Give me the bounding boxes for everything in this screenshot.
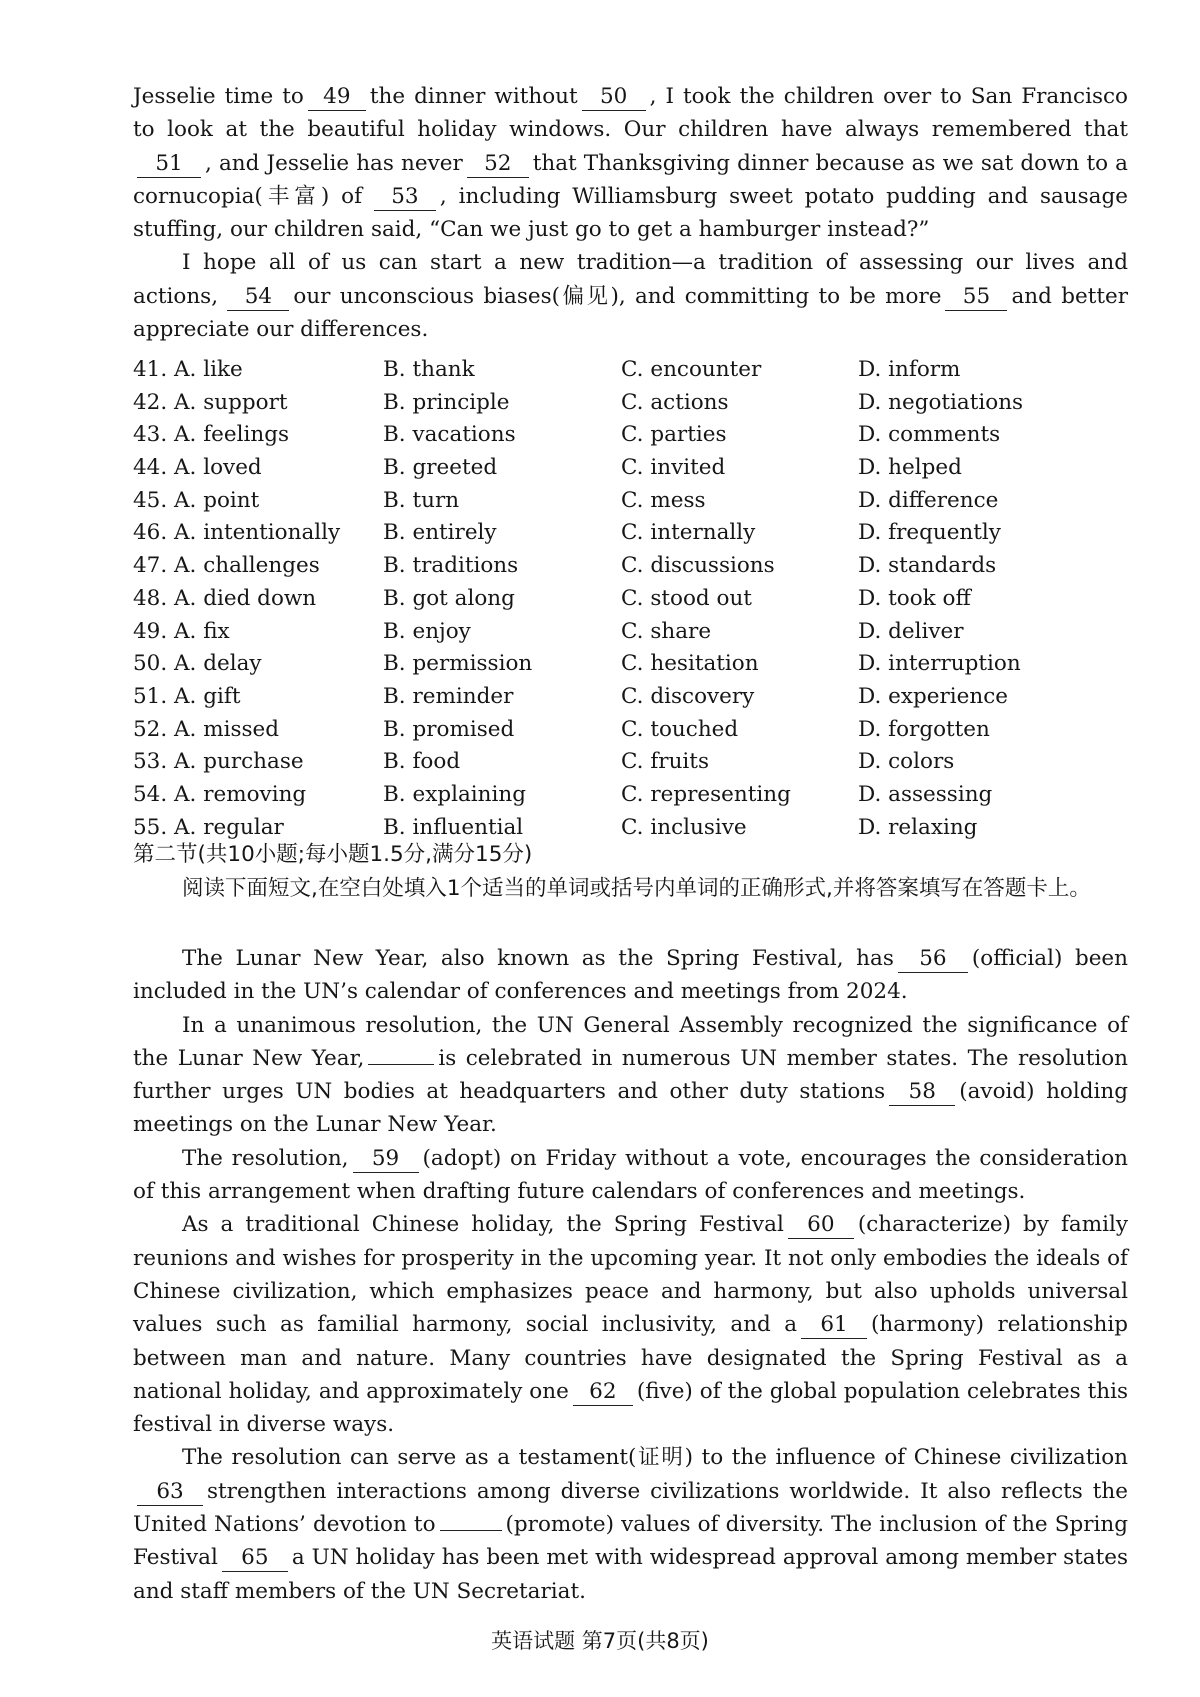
option-b: B. vacations [383, 422, 516, 448]
blank-57 [368, 1064, 434, 1065]
passage-text: our unconscious biases(偏见), and committing to be more [293, 283, 942, 309]
option-c: C. encounter [621, 357, 762, 382]
option-d: D. colors [858, 749, 955, 775]
option-b: B. explaining [383, 781, 526, 807]
option-c: C. representing [621, 781, 791, 807]
passage-text: that Thanksgiving dinner because as we sat down to a cornucopia(丰富) of [133, 150, 1129, 209]
option-a: 51. A. gift [133, 683, 241, 709]
option-b: B. promised [383, 716, 515, 742]
page-footer: 英语试题 第7页(共8页) [491, 1629, 709, 1653]
option-c: C. discussions [621, 553, 775, 579]
option-b: B. entirely [383, 520, 497, 546]
passage-text: The resolution, [182, 1145, 349, 1171]
option-a: 49. A. fix [133, 618, 230, 644]
option-a: 45. A. point [133, 487, 260, 513]
passage-paragraph-2 [133, 246, 1128, 346]
option-d: D. negotiations [858, 389, 1024, 415]
option-d: D. assessing [858, 781, 993, 807]
option-d: D. relaxing [858, 814, 978, 840]
option-d: D. forgotten [858, 716, 990, 742]
option-row-44 [133, 455, 1128, 488]
option-d: D. standards [858, 553, 997, 579]
option-b: B. reminder [383, 683, 514, 709]
option-c: C. discovery [621, 683, 755, 709]
option-a: 52. A. missed [133, 716, 280, 742]
option-d: D. deliver [858, 618, 964, 644]
option-row-47 [133, 553, 1128, 586]
passage2-paragraph-3 [133, 1142, 1128, 1209]
option-row-52 [133, 717, 1128, 750]
option-a: 46. A. intentionally [133, 520, 341, 546]
option-row-46 [133, 520, 1128, 553]
option-b: B. food [383, 749, 461, 775]
option-c: C. inclusive [621, 814, 747, 840]
passage-text: (adopt) on Friday without a vote, encourages the consideration of this arrangement when drafting future calendars of conferences and meetings. [133, 1145, 1128, 1205]
option-c: C. parties [621, 422, 727, 448]
passage-text: The resolution can serve as a testament(证明) to the influence of Chinese civilization [182, 1445, 1128, 1471]
passage-text: strengthen interactions among diverse civilizations worldwide. It also reflects the United Nations’ devotion to [133, 1478, 1128, 1538]
blank-64 [440, 1530, 502, 1531]
option-b: B. influential [383, 814, 524, 840]
option-row-54 [133, 782, 1128, 815]
passage-text: , I took the children over to San Francisco to look at the beautiful holiday windows. Our children have always remembered that [133, 84, 1128, 143]
blank-49: 49 [308, 84, 366, 111]
passage-top [133, 80, 1128, 346]
option-row-41 [133, 357, 1128, 390]
passage-text: As a traditional Chinese holiday, the Spring Festival [182, 1212, 784, 1238]
passage-text: the dinner without [369, 84, 578, 109]
passage-text: , and Jesselie has never [205, 150, 463, 176]
option-d: D. inform [858, 357, 961, 382]
option-c: C. mess [621, 487, 706, 513]
option-a: 55. A. regular [133, 814, 284, 840]
option-a: 53. A. purchase [133, 749, 304, 775]
option-b: B. enjoy [383, 618, 471, 644]
option-b: B. traditions [383, 553, 519, 579]
option-row-49 [133, 619, 1128, 652]
option-b: B. got along [383, 585, 515, 611]
passage2-paragraph-5 [133, 1441, 1128, 1607]
section-heading: 第二节(共10小题;每小题1.5分,满分15分) [133, 842, 533, 867]
option-d: D. difference [858, 487, 999, 513]
passage-text: I hope all of us can start a new tradition—a tradition of assessing our lives and actions, [133, 250, 1128, 309]
passage-text: In a unanimous resolution, the UN General Assembly recognized the significance of the Lunar New Year, [133, 1012, 1128, 1071]
section-instruction: 阅读下面短文,在空白处填入1个适当的单词或括号内单词的正确形式,并将答案填写在答题卡上。 [182, 876, 1091, 901]
option-a: 44. A. loved [133, 455, 262, 481]
option-c: C. touched [621, 716, 739, 742]
option-d: D. experience [858, 683, 1008, 709]
option-a: 42. A. support [133, 389, 288, 415]
option-row-45 [133, 488, 1128, 521]
passage-paragraph-1 [133, 80, 1128, 246]
blank-58: 58 [889, 1079, 955, 1106]
option-c: C. invited [621, 455, 726, 481]
blank-61: 61 [801, 1312, 867, 1339]
blank-63: 63 [137, 1479, 203, 1506]
blank-62: 62 [573, 1379, 633, 1406]
passage-text: a UN holiday has been met with widespread approval among member states and staff members of the UN Secretariat. [133, 1545, 1128, 1604]
passage-text: (avoid) holding meetings on the Lunar New Year. [133, 1079, 1129, 1138]
blank-52: 52 [467, 151, 529, 178]
option-row-51 [133, 684, 1128, 717]
option-b: B. principle [383, 389, 510, 415]
option-a: 54. A. removing [133, 781, 307, 807]
passage-text: (five) of the global population celebrates this festival in diverse ways. [133, 1378, 1129, 1438]
passage-text: is celebrated in numerous UN member states. The resolution further urges UN bodies at headquarters and other duty stations [133, 1045, 1129, 1105]
option-b: B. thank [383, 357, 475, 382]
passage2-paragraph-1 [133, 942, 1128, 1009]
option-row-53 [133, 749, 1128, 782]
option-a: 43. A. feelings [133, 422, 290, 448]
option-d: D. comments [858, 422, 1001, 448]
blank-59: 59 [353, 1146, 419, 1173]
option-c: C. internally [621, 520, 756, 546]
option-b: B. greeted [383, 455, 498, 481]
option-a: 47. A. challenges [133, 553, 320, 579]
option-row-48 [133, 586, 1128, 619]
blank-54: 54 [227, 284, 289, 311]
option-b: B. turn [383, 487, 460, 513]
blank-56: 56 [898, 946, 968, 973]
option-d: D. frequently [858, 520, 1001, 546]
blank-51: 51 [137, 151, 201, 178]
passage2-paragraph-2 [133, 1009, 1128, 1142]
passage-text: and better appreciate our differences. [133, 283, 1128, 343]
passage-text: (characterize) by family reunions and wishes for prosperity in the upcoming year. It not only embodies the ideals of Chinese civilization, which emphasizes peace and harmony, but also upholds universal values such as familial harmony, social inclusivity, and a [133, 1212, 1129, 1338]
passage-text: (promote) values of diversity. The inclusion of the Spring Festival [133, 1512, 1129, 1571]
passage-text: The Lunar New Year, also known as the Spring Festival, has [182, 946, 894, 971]
passage-text: Jesselie time to [133, 84, 304, 109]
option-row-43 [133, 422, 1128, 455]
option-d: D. took off [858, 585, 971, 611]
option-a: 50. A. delay [133, 651, 262, 677]
option-row-50 [133, 651, 1128, 684]
passage-text: , including Williamsburg sweet potato pudding and sausage stuffing, our children said, “Can we just go to get a hamburger instead?” [133, 183, 1128, 243]
blank-53: 53 [374, 184, 436, 211]
option-b: B. permission [383, 651, 533, 677]
options-list [133, 357, 1128, 847]
option-d: D. helped [858, 455, 962, 481]
blank-55: 55 [945, 284, 1007, 311]
option-c: C. hesitation [621, 651, 759, 677]
blank-60: 60 [788, 1212, 854, 1239]
option-a: 48. A. died down [133, 585, 317, 611]
passage-text: (official) been included in the UN’s calendar of conferences and meetings from 2024. [133, 946, 1129, 1005]
blank-65: 65 [222, 1545, 288, 1572]
option-c: C. share [621, 618, 712, 644]
passage-two [133, 942, 1128, 1608]
option-a: 41. A. like [133, 357, 243, 382]
option-d: D. interruption [858, 651, 1021, 677]
blank-50: 50 [582, 84, 646, 111]
passage2-paragraph-4 [133, 1208, 1128, 1441]
option-c: C. stood out [621, 585, 752, 611]
option-c: C. actions [621, 389, 729, 415]
passage-text: (harmony) relationship between man and nature. Many countries have designated the Spring Festival as a national holiday, and approximately one [133, 1312, 1128, 1404]
option-row-42 [133, 390, 1128, 423]
option-c: C. fruits [621, 749, 709, 775]
